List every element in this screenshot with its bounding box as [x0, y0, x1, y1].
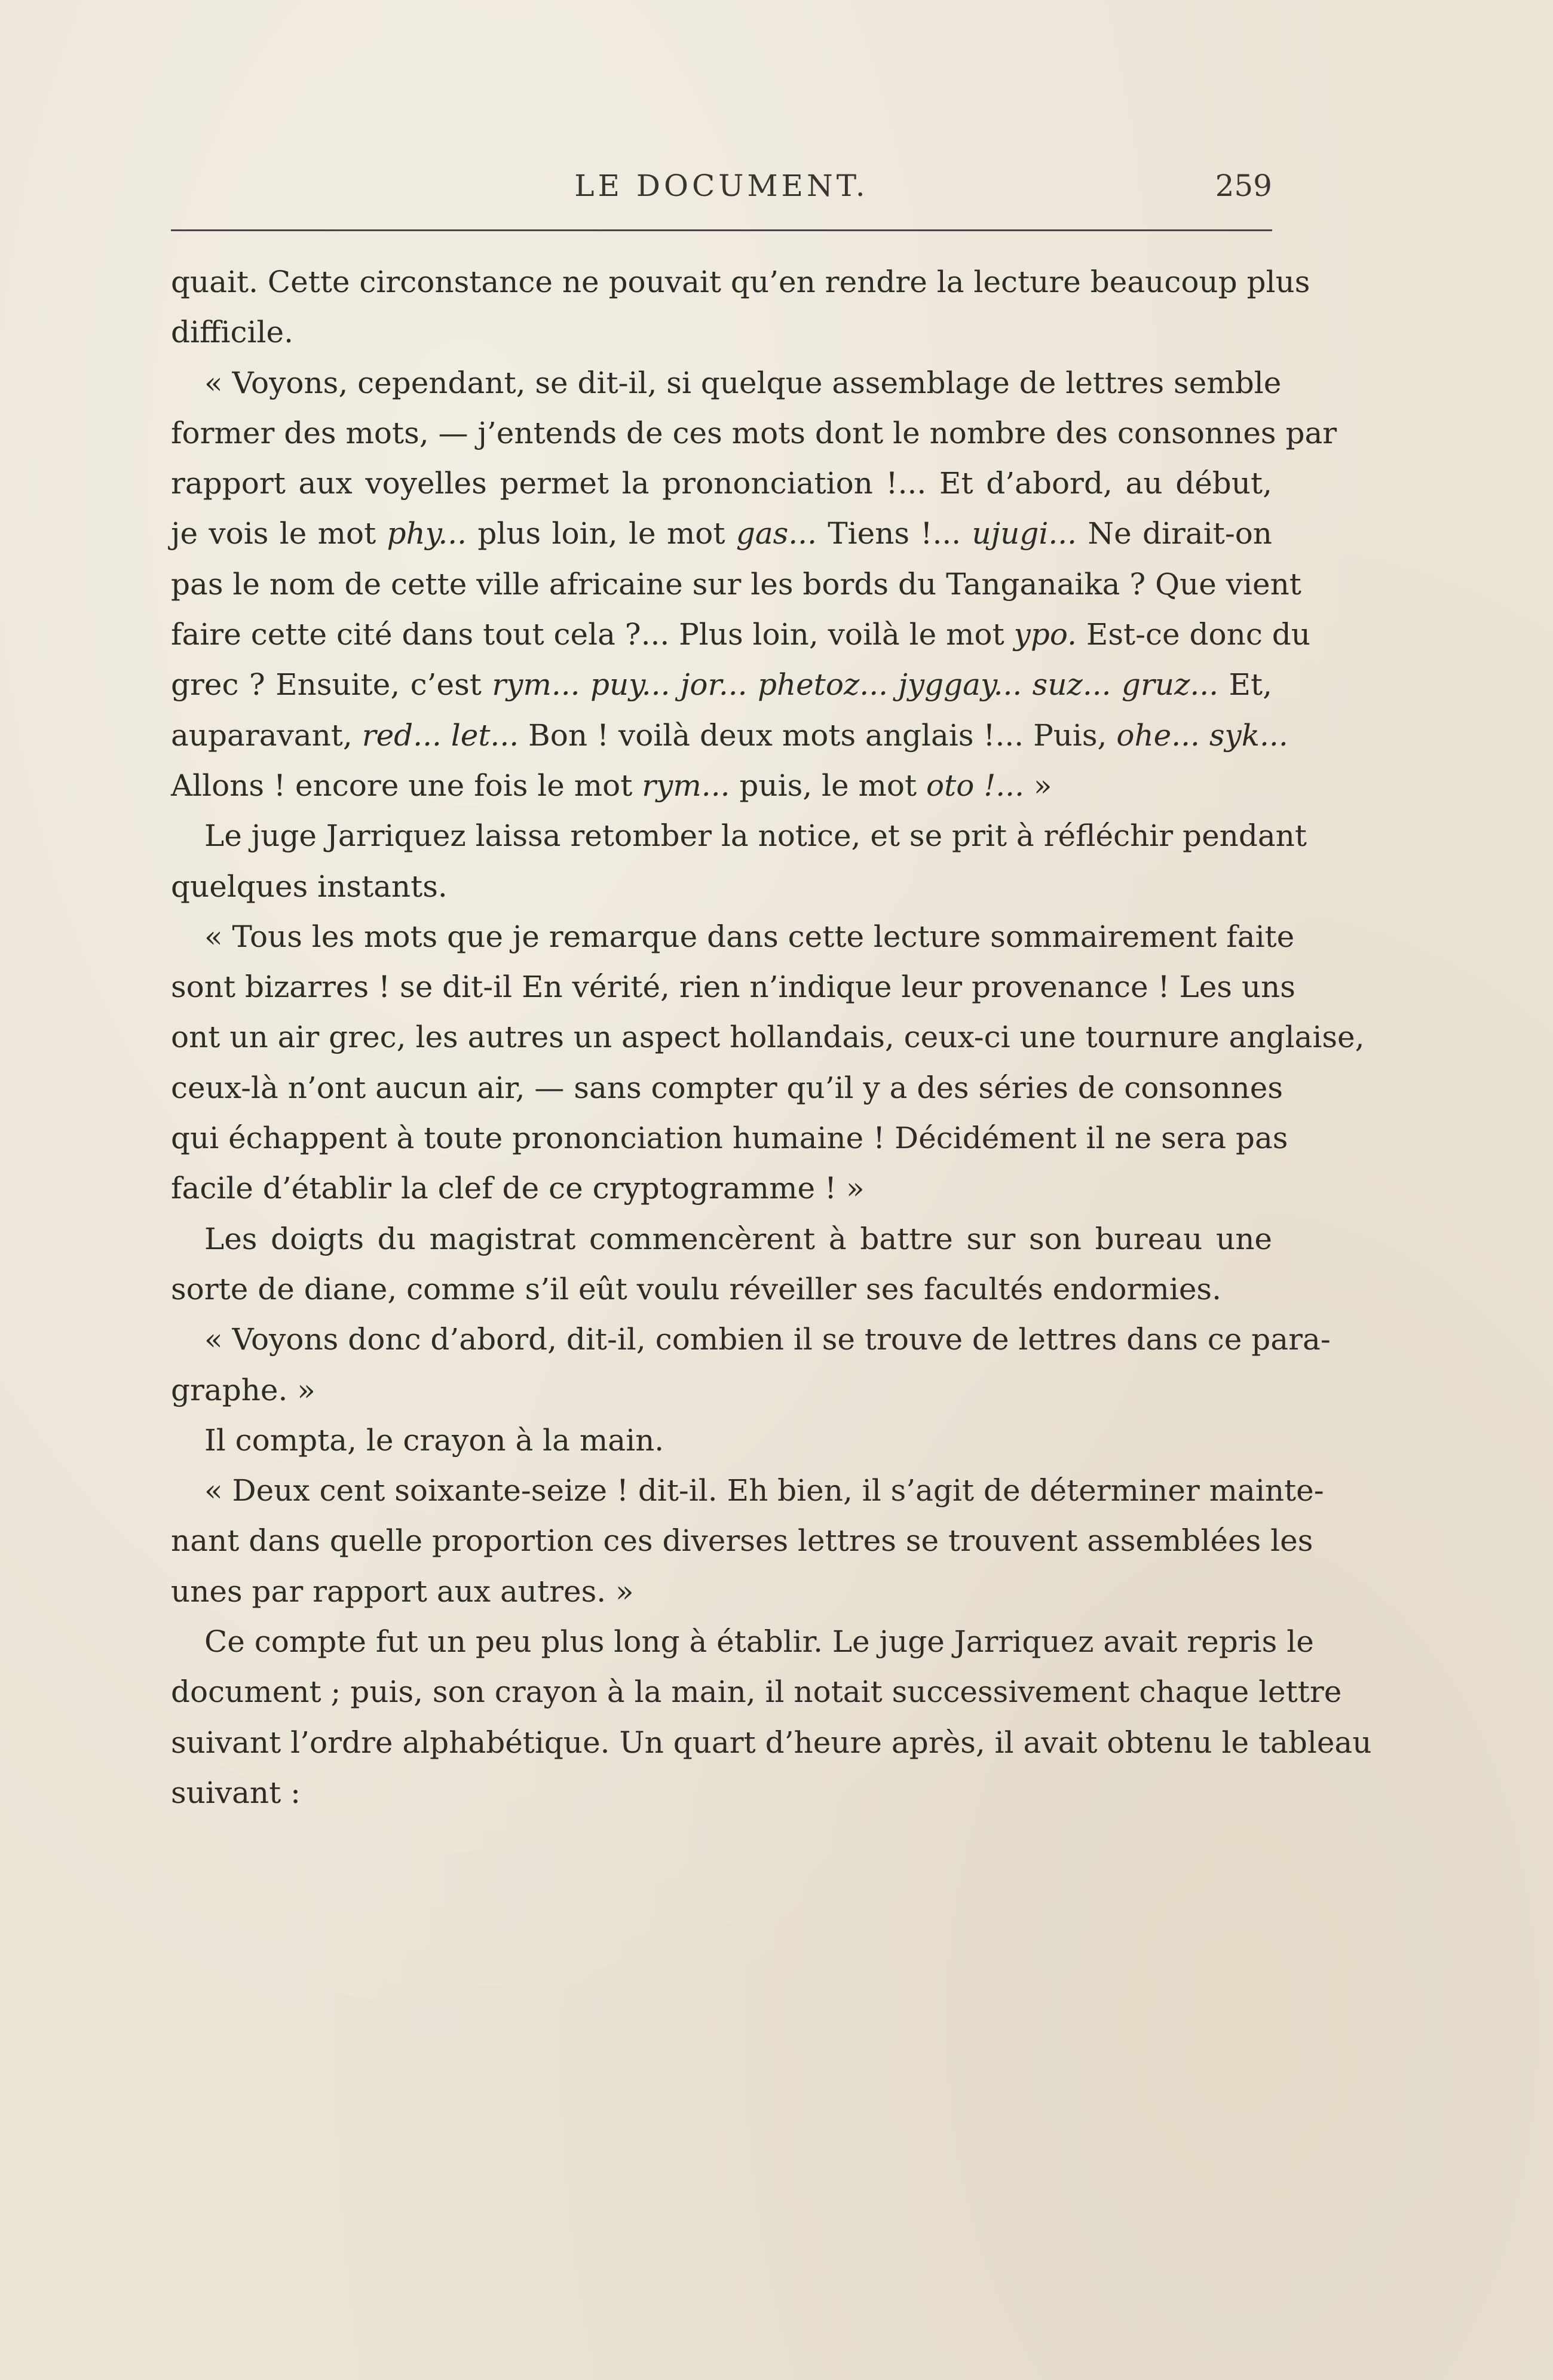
text-line: ont un air grec, les autres un aspect hollandais, ceux-ci une tournure anglaise, [171, 1020, 1365, 1055]
text-line: facile d’établir la clef de ce cryptogramme ! » [171, 1171, 865, 1206]
text-line: quelques instants. [171, 869, 448, 904]
text-line: ceux-là n’ont aucun air, — sans compter qu’il y a des séries de consonnes [171, 1070, 1283, 1105]
text-line: qui échappent à toute prononciation humaine ! Décidément il ne sera pas [171, 1121, 1288, 1156]
text-line: « Voyons, cependant, se dit-il, si quelque assemblage de lettres semble [204, 365, 1282, 400]
text-line: je vois le mot phy... plus loin, le mot gas... Tiens !... ujugi... Ne dirait-on [171, 516, 1273, 551]
text-line: « Tous les mots que je remarque dans cette lecture sommairement faite [204, 919, 1295, 954]
text-line: graphe. » [171, 1372, 315, 1407]
text-line: Ce compte fut un peu plus long à établir. Le juge Jarriquez avait repris le [204, 1624, 1314, 1660]
text-line: pas le nom de cette ville africaine sur les bords du Tanganaika ? Que vient [171, 566, 1301, 602]
text-line: former des mots, — j’entends de ces mots dont le nombre des consonnes par [171, 415, 1337, 450]
header-rule [171, 229, 1272, 231]
text-line: document ; puis, son crayon à la main, il notait successivement chaque lettre [171, 1674, 1342, 1710]
text-line: suivant : [171, 1775, 301, 1810]
text-line: quait. Cette circonstance ne pouvait qu’en rendre la lecture beaucoup plus [171, 265, 1310, 299]
text-line: suivant l’ordre alphabétique. Un quart d’heure après, il avait obtenu le tableau [171, 1725, 1372, 1760]
text-line: « Voyons donc d’abord, dit-il, combien il se trouve de lettres dans ce para- [204, 1322, 1331, 1357]
running-head [171, 168, 1272, 210]
text-line: Allons ! encore une fois le mot rym... puis, le mot oto !... » [171, 768, 1052, 803]
body-text [171, 257, 1372, 1818]
text-line: sorte de diane, comme s’il eût voulu réveiller ses facultés endormies. [171, 1271, 1221, 1306]
page-number: 259 [1215, 168, 1272, 203]
text-line: faire cette cité dans tout cela ?... Plus loin, voilà le mot ypo. Est-ce donc du [171, 617, 1310, 652]
text-line: Le juge Jarriquez laissa retomber la notice, et se prit à réfléchir pendant [204, 818, 1307, 854]
text-line: unes par rapport aux autres. » [171, 1574, 634, 1609]
text-line: sont bizarres ! se dit-il En vérité, rien n’indique leur provenance ! Les uns [171, 970, 1295, 1005]
text-line: grec ? Ensuite, c’est rym... puy... jor... phetoz... jyggay... suz... gruz... Et, [171, 667, 1272, 703]
text-line: difficile. [171, 315, 293, 350]
text-line: nant dans quelle proportion ces diverses lettres se trouvent assemblées les [171, 1523, 1313, 1559]
text-line: Il compta, le crayon à la main. [204, 1422, 664, 1458]
text-line: « Deux cent soixante-seize ! dit-il. Eh bien, il s’agit de déterminer mainte- [204, 1473, 1324, 1508]
running-head-title: LE DOCUMENT. [574, 168, 869, 203]
text-line: auparavant, red... let... Bon ! voilà deux mots anglais !... Puis, ohe... syk... [171, 717, 1288, 753]
text-line: rapport aux voyelles permet la prononciation !... Et d’abord, au début, [171, 466, 1272, 501]
text-line: Les doigts du magistrat commencèrent à battre sur son bureau une [204, 1221, 1272, 1256]
